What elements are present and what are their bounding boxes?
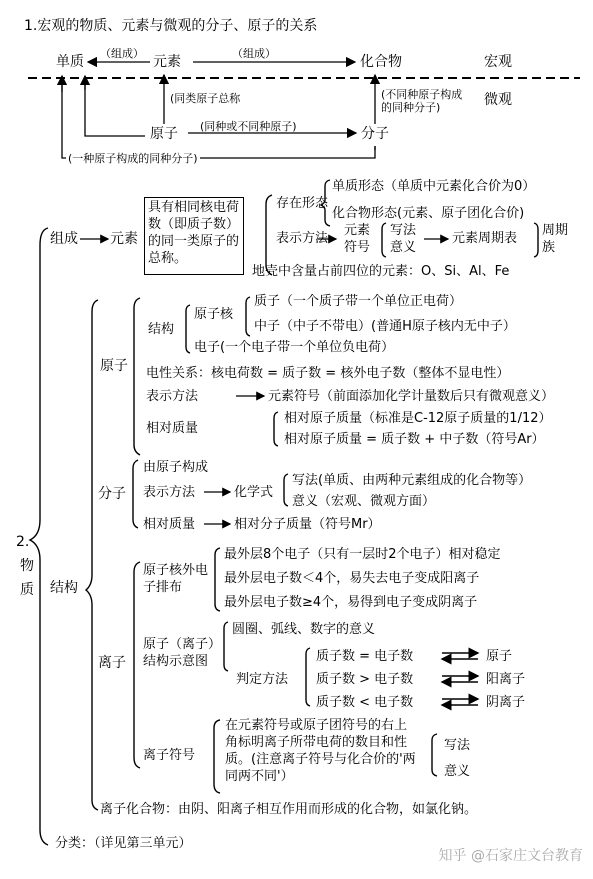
label-fenzi: 分子 <box>98 486 126 502</box>
yuanzi-jiegou: 结构 <box>148 322 175 337</box>
rel3-right: 阴离子 <box>486 695 526 710</box>
rel3-left: 质子数 < 电子数 <box>316 695 414 710</box>
node-yuansu: 元素 <box>153 54 181 70</box>
edge-zucheng-2: （组成） <box>232 47 276 60</box>
yuanzi-biaoshi-val: 元素符号（前面添加化学计量数后只有微观意义） <box>268 389 555 404</box>
rel1-left: 质子数 = 电子数 <box>316 649 414 664</box>
huaxueshi: 化学式 <box>234 485 274 500</box>
fenzi-yuanzigoucheng: 由原子构成 <box>143 460 209 475</box>
yuansu-fuhao: 元素符号 <box>344 223 371 255</box>
node-fenzi: 分子 <box>361 126 389 142</box>
lizi-paibu: 原子核外电子排布 <box>143 563 209 595</box>
fenzi-xiangdui-val: 相对分子质量（符号Mr） <box>234 517 381 532</box>
paibu-2: 最外层电子数＜4个，易失去电子变成阳离子 <box>224 571 480 586</box>
brace-jiegou <box>86 300 98 810</box>
edge-tongzhong: (同种或不同种原子) <box>200 120 297 133</box>
paibu-1: 最外层8个电子（只有一层时2个电子）相对稳定 <box>224 547 501 562</box>
paibu-3: 最外层电子数≥4个，易得到电子变成阴离子 <box>224 595 478 610</box>
dianzi: 电子(一个电子带一个单位负电荷） <box>194 340 395 355</box>
node-yuanzi: 原子 <box>150 126 178 142</box>
fenzi-biaoshi: 表示方法 <box>143 485 196 500</box>
num-2: 2. <box>16 534 30 550</box>
node-danzhi: 单质 <box>56 54 84 70</box>
zhizi: 质子（一个质子带一个单位正电荷） <box>254 294 463 309</box>
dike-elements: 地壳中含量占前四位的元素：O、Si、Al、Fe <box>252 264 510 279</box>
label-cunzai: 存在形态 <box>276 196 329 211</box>
danzhi-form: 单质形态（单质中元素化合价为0） <box>332 179 536 194</box>
yuanzihe: 原子核 <box>194 307 234 322</box>
brace-lizi <box>134 562 140 768</box>
rel2-right: 阳离子 <box>486 672 526 687</box>
huahewu-form: 化合物形态(元素、原子团化合价) <box>332 206 525 221</box>
panding: 判定方法 <box>236 672 289 687</box>
label-weiguan: 微观 <box>484 92 512 108</box>
label-biaoshi: 表示方法 <box>276 231 329 246</box>
xiangdui-1: 相对原子质量（标准是C-12原子质量的1/12） <box>284 411 552 426</box>
label-yuanzi: 原子 <box>100 358 128 374</box>
fenzi-yiyi: 意义（宏观、微观方面） <box>292 494 436 509</box>
edge-zucheng-1: （组成） <box>100 47 144 60</box>
label-jiegou: 结构 <box>50 580 78 596</box>
brace-zucheng <box>266 195 272 275</box>
xiefa-yiyi: 写法意义 <box>390 223 417 255</box>
lizi-xiefa: 写法 <box>444 738 471 753</box>
label-yuansu: 元素 <box>110 231 138 247</box>
zhouqibiao: 元素周期表 <box>452 231 518 246</box>
brace-wuzhi <box>30 228 48 845</box>
lizi-huahewu: 离子化合物：由阴、阳离子相互作用而形成的化合物，如氯化钠。 <box>100 802 478 817</box>
label-zucheng: 组成 <box>50 231 78 247</box>
brace-fenzi <box>133 460 138 528</box>
lizi-fuhao-desc: 在元素符号或原子团符号的右上角标明离子所带电荷的数目和性质。(注意离子符号与化合价的'两同两不同'） <box>225 718 416 784</box>
fenzi-xiangdui: 相对质量 <box>143 517 196 532</box>
section1-title: 1.宏观的物质、元素与微观的分子、原子的关系 <box>24 18 318 34</box>
node-huahewu: 化合物 <box>360 54 402 70</box>
edge-butong: (不同种原子构成的同种分子) <box>381 88 463 114</box>
watermark: 知乎 @石家庄文台教育 <box>438 848 583 864</box>
fenlei: 分类：（详见第三单元） <box>55 836 192 851</box>
yuanquan: 圆圈、弧线、数字的意义 <box>232 622 376 637</box>
yuanzi-xiangdui: 相对质量 <box>146 421 199 436</box>
yuansu-definition-box: 具有相同核电荷数（即质子数）的同一类原子的总称。 <box>144 197 244 275</box>
lizi-shiyitu: 原子（离子）结构示意图 <box>143 637 222 669</box>
brace-yuanzi <box>134 298 140 455</box>
zhongzi: 中子（中子不带电）(普通H原子核内无中子） <box>254 319 516 334</box>
yuanzi-biaoshi: 表示方法 <box>146 389 199 404</box>
lizi-yiyi: 意义 <box>444 764 471 779</box>
label-lizi: 离子 <box>98 655 126 671</box>
label-wu: 物 <box>20 558 34 574</box>
dianxing: 电性关系：核电荷数 = 质子数 = 核外电子数（整体不显电性） <box>146 366 510 381</box>
zhouqi-zu: 周期族 <box>542 223 569 255</box>
edge-tonglei: (同类原子总称 <box>170 92 241 105</box>
rel2-left: 质子数 > 电子数 <box>316 672 414 687</box>
label-zhi: 质 <box>20 582 34 598</box>
rel1-right: 原子 <box>486 649 513 664</box>
edge-yizhong: (一种原子构成的同种分子) <box>68 152 198 165</box>
xiangdui-2: 相对原子质量 = 质子数 + 中子数（符号Ar） <box>284 432 545 447</box>
lizi-fuhao: 离子符号 <box>143 748 196 763</box>
label-hongguan: 宏观 <box>484 54 512 70</box>
fenzi-xiefa: 写法(单质、由两种元素组成的化合物等） <box>292 473 532 488</box>
arrow-yuanzi-to-danzhi <box>85 78 145 136</box>
